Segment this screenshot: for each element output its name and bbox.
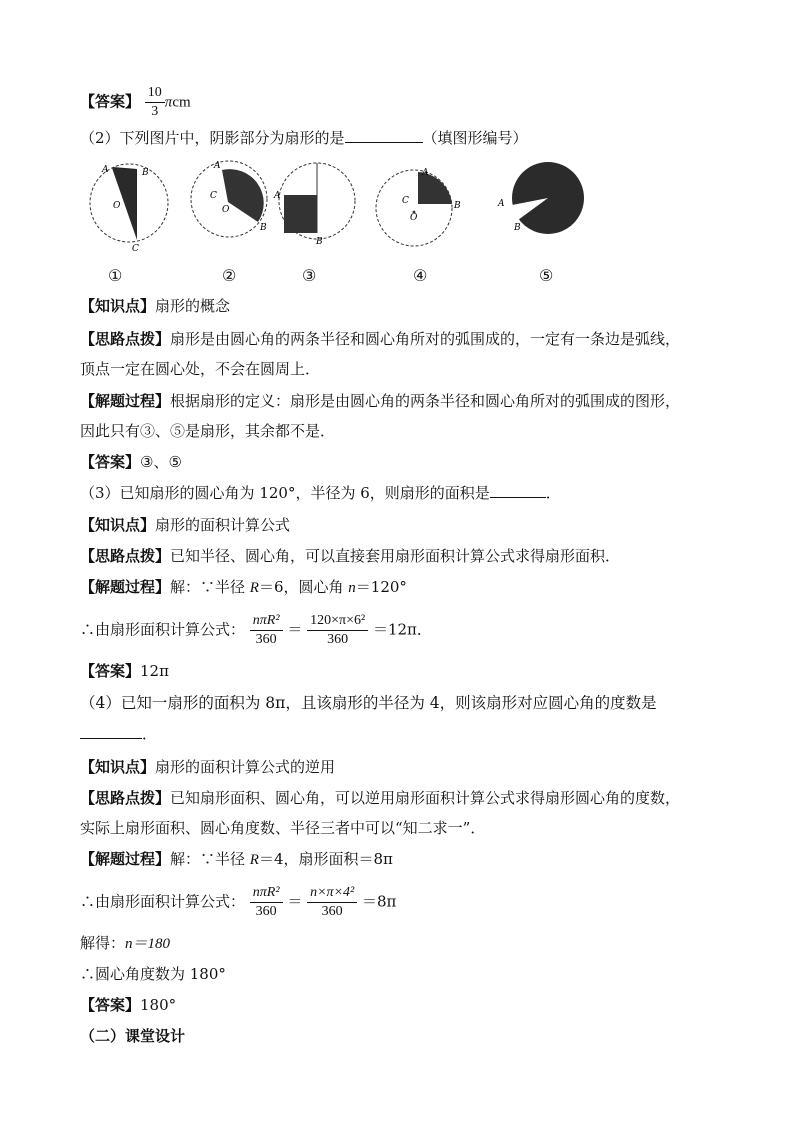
svg-text:B: B <box>260 223 267 233</box>
answer-3: 【答案】12π <box>80 662 169 680</box>
answer-2: 【答案】③、⑤ <box>80 453 182 471</box>
hint-4-cont: 实际上扇形面积、圆心角度数、半径三者中可以“知二求一”． <box>80 819 486 837</box>
svg-text:C: C <box>210 191 217 201</box>
svg-text:A: A <box>274 191 281 201</box>
svg-text:B: B <box>514 223 521 233</box>
fraction: $\frac{10}{3}$ <box>145 84 165 121</box>
question-4: （4）已知一扇形的面积为 8π，且该扇形的半径为 4，则该扇形对应圆心角的度数是 <box>80 694 657 712</box>
knowledge-point-4: 【知识点】扇形的面积计算公式的逆用 <box>80 758 336 776</box>
conclusion-4: ∴圆心角度数为 180° <box>80 965 226 983</box>
knowledge-point-2: 【知识点】扇形的概念 <box>80 297 231 315</box>
svg-text:A: A <box>214 161 221 171</box>
hint-4: 【思路点拨】已知扇形面积、圆心角，可以逆用扇形面积计算公式求得扇形圆心角的度数， <box>80 789 681 807</box>
blank <box>490 483 546 498</box>
figure-label-1: ① <box>108 266 123 285</box>
blank <box>80 724 142 739</box>
hint-2-cont: 顶点一定在圆心处，不会在圆周上． <box>80 360 321 378</box>
svg-text:O: O <box>410 213 418 223</box>
figure-1 <box>80 158 180 254</box>
hint-2: 【思路点拨】扇形是由圆心角的两条半径和圆心角所对的弧围成的，一定有一条边是弧线， <box>80 330 681 348</box>
process-2: 【解题过程】根据扇形的定义：扇形是由圆心角的两条半径和圆心角所对的弧围成的图形， <box>80 392 681 410</box>
svg-text:O: O <box>222 205 230 215</box>
svg-text:B: B <box>316 237 323 247</box>
figure-row <box>80 158 600 254</box>
figure-label-5: ⑤ <box>539 266 554 285</box>
svg-text:B: B <box>454 201 461 211</box>
answer-tag: 【答案】 <box>80 92 141 111</box>
process-2-cont: 因此只有③、⑤是扇形，其余都不是． <box>80 422 336 440</box>
figure-label-2: ② <box>222 266 237 285</box>
answer-line-1: 【答案】 $\frac{10}{3}$ πcm <box>80 85 191 119</box>
formula-4: ∴由扇形面积计算公式： $\frac{\text{nπR²}}{360}$ ＝ $\frac{\text{n×π×4²}}{360}$ ＝8π <box>80 885 397 919</box>
question-4-cont: ． <box>80 724 157 744</box>
svg-text:A: A <box>102 165 109 175</box>
process-3: 【解题过程】解：∵半径 R＝6，圆心角 n＝120° <box>80 578 407 596</box>
solve-4: 解得：n＝180 <box>80 934 171 952</box>
figure-3 <box>272 158 362 254</box>
answer-4: 【答案】180° <box>80 996 177 1014</box>
question-3: （3）已知扇形的圆心角为 120°，半径为 6，则扇形的面积是 ． <box>80 484 561 502</box>
question-2: （2）下列图片中，阴影部分为扇形的是 （填图形编号） <box>80 129 528 147</box>
svg-text:A: A <box>422 168 429 178</box>
svg-text:B: B <box>142 168 149 178</box>
process-4: 【解题过程】解：∵半径 R＝4，扇形面积＝8π <box>80 850 393 868</box>
figure-2 <box>186 158 286 254</box>
figure-4 <box>370 158 470 254</box>
svg-text:O: O <box>113 201 121 211</box>
svg-text:C: C <box>402 196 409 206</box>
svg-text:A: A <box>498 199 505 209</box>
figure-label-3: ③ <box>302 266 317 285</box>
figure-5 <box>494 158 594 254</box>
knowledge-point-3: 【知识点】扇形的面积计算公式 <box>80 516 291 534</box>
formula-3: ∴由扇形面积计算公式： $\frac{\text{nπR²}}{360}$ ＝ $\frac{\text{120×π×6²}}{360}$ ＝12π． <box>80 613 432 647</box>
section-title: （二）课堂设计 <box>80 1027 186 1045</box>
figure-label-4: ④ <box>413 266 428 285</box>
blank <box>345 128 423 143</box>
svg-text:C: C <box>132 244 139 254</box>
hint-3: 【思路点拨】已知半径、圆心角，可以直接套用扇形面积计算公式求得扇形面积． <box>80 547 621 565</box>
